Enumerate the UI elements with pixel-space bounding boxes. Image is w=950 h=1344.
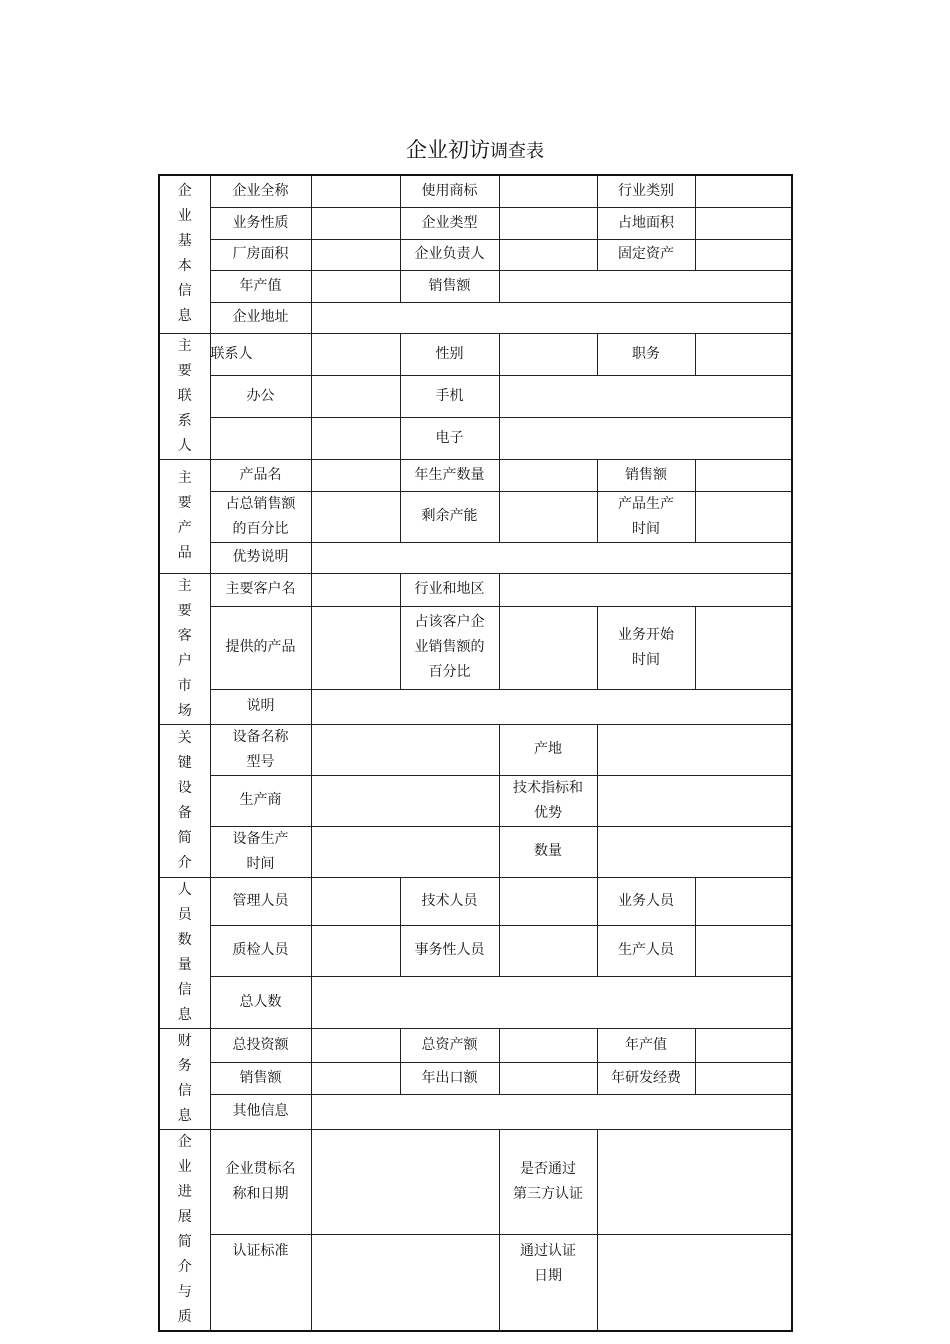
field-tech-specs[interactable] [597, 775, 792, 826]
label-product-name: 产品名 [210, 459, 311, 491]
field-prod-staff[interactable] [695, 925, 792, 976]
field-third-party-cert[interactable] [597, 1129, 792, 1235]
label-manufacturer: 生产商 [210, 775, 311, 826]
label-rnd-fund: 年研发经费 [597, 1062, 695, 1095]
label-sales: 销售额 [400, 270, 499, 302]
label-sales-fin: 销售额 [210, 1062, 311, 1095]
field-position[interactable] [695, 333, 792, 375]
field-office[interactable] [311, 375, 400, 417]
label-industry: 行业类别 [597, 175, 695, 207]
field-production-start-time[interactable] [695, 491, 792, 542]
field-provided-products[interactable] [311, 607, 400, 690]
label-fixed-assets: 固定资产 [597, 239, 695, 270]
label-gender: 性别 [400, 333, 499, 375]
field-industry-region[interactable] [499, 573, 792, 607]
label-equipment-model: 设备名称 型号 [210, 724, 311, 775]
field-business-start-time[interactable] [695, 607, 792, 690]
field-contact-person[interactable] [311, 333, 400, 375]
label-production-start-time: 产品生产 时间 [597, 491, 695, 542]
field-annual-export[interactable] [499, 1062, 597, 1095]
label-explanation: 说明 [210, 689, 311, 724]
field-quantity[interactable] [597, 826, 792, 877]
label-annual-output-fin: 年产值 [597, 1028, 695, 1062]
label-qc-staff: 质检人员 [210, 925, 311, 976]
label-annual-output: 年产值 [210, 270, 311, 302]
label-mobile: 手机 [400, 375, 499, 417]
label-position: 职务 [597, 333, 695, 375]
page-title: 企业初访调查表 [406, 138, 544, 162]
field-trademark[interactable] [499, 175, 597, 207]
label-admin-staff: 事务性人员 [400, 925, 499, 976]
label-equipment-time: 设备生产 时间 [210, 826, 311, 877]
field-email[interactable] [499, 417, 792, 459]
label-annual-production: 年生产数量 [400, 459, 499, 491]
field-other-info[interactable] [311, 1095, 792, 1129]
field-business-nature[interactable] [311, 207, 400, 239]
label-business-nature: 业务性质 [210, 207, 311, 239]
field-qc-staff[interactable] [311, 925, 400, 976]
section-staff: 人员数量信息 [159, 877, 210, 1028]
label-main-customer: 主要客户名 [210, 573, 311, 607]
label-tech-specs: 技术指标和 优势 [499, 775, 597, 826]
label-total-assets: 总资产额 [400, 1028, 499, 1062]
field-main-customer[interactable] [311, 573, 400, 607]
label-third-party-cert: 是否通过 第三方认证 [499, 1129, 597, 1235]
section-contact: 主要联系人 [159, 333, 210, 459]
section-basic-info: 企业基本信息 [159, 175, 210, 333]
label-total-staff: 总人数 [210, 976, 311, 1028]
label-cert-date: 通过认证 日期 [499, 1235, 597, 1331]
label-industry-region: 行业和地区 [400, 573, 499, 607]
field-annual-output-fin[interactable] [695, 1028, 792, 1062]
field-equipment-model[interactable] [311, 724, 499, 775]
section-finance: 财务信息 [159, 1028, 210, 1129]
label-blank [210, 417, 311, 459]
label-total-investment: 总投资额 [210, 1028, 311, 1062]
field-principal[interactable] [499, 239, 597, 270]
field-surplus-capacity[interactable] [499, 491, 597, 542]
field-mobile[interactable] [499, 375, 792, 417]
label-address: 企业地址 [210, 302, 311, 333]
field-origin[interactable] [597, 724, 792, 775]
label-prod-staff: 生产人员 [597, 925, 695, 976]
label-enterprise-type: 企业类型 [400, 207, 499, 239]
field-blank[interactable] [311, 417, 400, 459]
field-sales-fin[interactable] [311, 1062, 400, 1095]
label-land-area: 占地面积 [597, 207, 695, 239]
label-principal: 企业负责人 [400, 239, 499, 270]
field-annual-production[interactable] [499, 459, 597, 491]
field-enterprise-type[interactable] [499, 207, 597, 239]
survey-form-table [158, 174, 793, 1332]
field-biz-staff[interactable] [695, 877, 792, 925]
field-land-area[interactable] [695, 207, 792, 239]
label-standard-name-date: 企业贯标名 称和日期 [210, 1129, 311, 1235]
label-contact-person: 联系人 [210, 333, 311, 375]
label-annual-export: 年出口额 [400, 1062, 499, 1095]
field-industry[interactable] [695, 175, 792, 207]
section-equipment: 关键设备简介 [159, 724, 210, 877]
label-biz-staff: 业务人员 [597, 877, 695, 925]
field-address[interactable] [311, 302, 792, 333]
label-origin: 产地 [499, 724, 597, 775]
section-progress: 企业进展简介与质 [159, 1129, 210, 1331]
field-mgmt-staff[interactable] [311, 877, 400, 925]
label-other-info: 其他信息 [210, 1095, 311, 1129]
label-surplus-capacity: 剩余产能 [400, 491, 499, 542]
label-email: 电子 [400, 417, 499, 459]
label-cert-standard: 认证标准 [210, 1235, 311, 1331]
section-customer: 主要客户市场 [159, 573, 210, 724]
field-tech-staff[interactable] [499, 877, 597, 925]
field-cert-standard[interactable] [311, 1235, 499, 1331]
field-manufacturer[interactable] [311, 775, 499, 826]
field-gender[interactable] [499, 333, 597, 375]
field-rnd-fund[interactable] [695, 1062, 792, 1095]
field-equipment-time[interactable] [311, 826, 499, 877]
label-customer-sales-pct: 占该客户企 业销售额的 百分比 [400, 607, 499, 690]
field-advantage[interactable] [311, 542, 792, 573]
field-total-staff[interactable] [311, 976, 792, 1028]
field-annual-output[interactable] [311, 270, 400, 302]
field-cert-date[interactable] [597, 1235, 792, 1331]
label-sales-percentage: 占总销售额 的百分比 [210, 491, 311, 542]
field-total-assets[interactable] [499, 1028, 597, 1062]
field-company-name[interactable] [311, 175, 400, 207]
field-product-name[interactable] [311, 459, 400, 491]
label-plant-area: 厂房面积 [210, 239, 311, 270]
field-customer-sales-pct[interactable] [499, 607, 597, 690]
field-sales-percentage[interactable] [311, 491, 400, 542]
label-quantity: 数量 [499, 826, 597, 877]
label-tech-staff: 技术人员 [400, 877, 499, 925]
label-advantage: 优势说明 [210, 542, 311, 573]
field-standard-name-date[interactable] [311, 1129, 499, 1235]
section-product: 主要产品 [159, 459, 210, 573]
label-trademark: 使用商标 [400, 175, 499, 207]
field-sales[interactable] [499, 270, 792, 302]
label-business-start-time: 业务开始 时间 [597, 607, 695, 690]
field-total-investment[interactable] [311, 1028, 400, 1062]
label-provided-products: 提供的产品 [210, 607, 311, 690]
label-product-sales: 销售额 [597, 459, 695, 491]
field-fixed-assets[interactable] [695, 239, 792, 270]
field-product-sales[interactable] [695, 459, 792, 491]
field-plant-area[interactable] [311, 239, 400, 270]
label-company-name: 企业全称 [210, 175, 311, 207]
field-explanation[interactable] [311, 689, 792, 724]
field-admin-staff[interactable] [499, 925, 597, 976]
label-office: 办公 [210, 375, 311, 417]
label-mgmt-staff: 管理人员 [210, 877, 311, 925]
